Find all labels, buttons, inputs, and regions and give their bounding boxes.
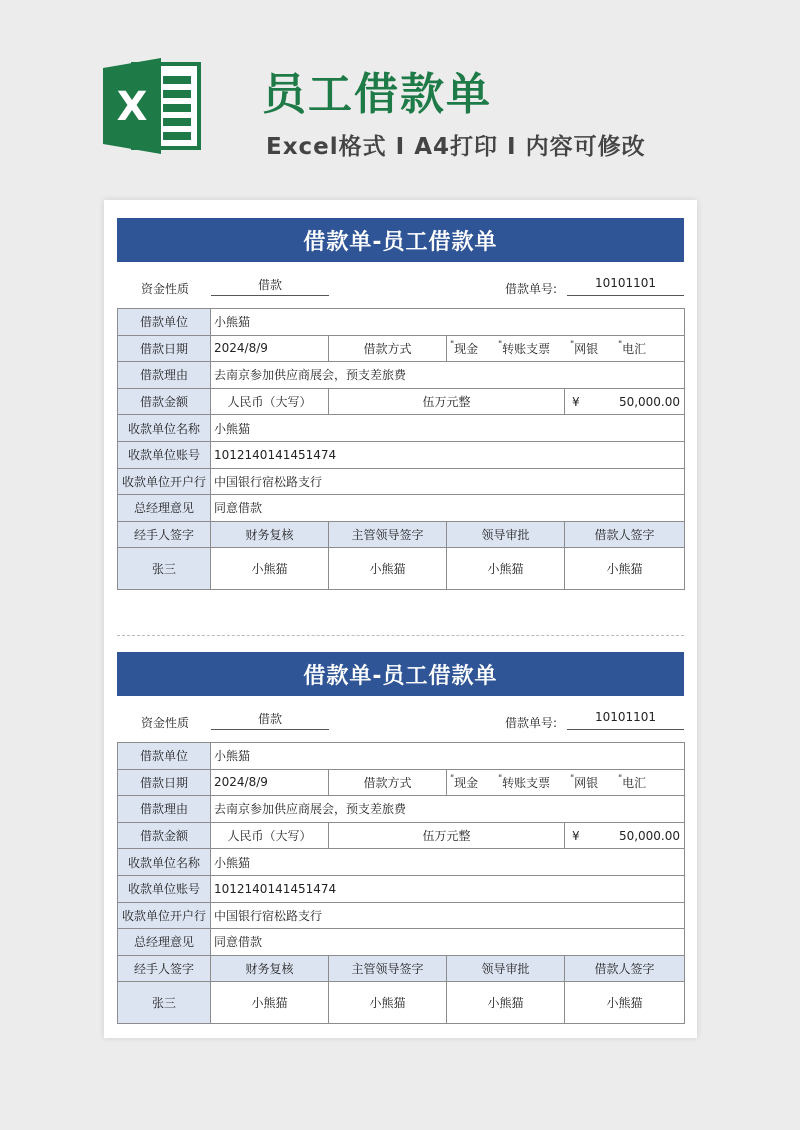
loan-number-label: 借款单号:: [505, 282, 558, 296]
loan-number-field[interactable]: 10101101: [567, 710, 684, 730]
loan-number-label: 借款单号:: [505, 716, 558, 730]
amount-currency-label: 人民币（大写）: [211, 388, 329, 415]
amount-in-words[interactable]: 伍万元整: [329, 822, 565, 849]
fund-nature-label: 资金性质: [141, 282, 190, 296]
method-option-label: 网银: [574, 341, 599, 356]
table-row: [118, 929, 685, 956]
method-option-label: 电汇: [622, 341, 647, 356]
payee-bank-value[interactable]: 中国银行宿松路支行: [211, 468, 685, 495]
payee-bank-label: 收款单位开户行: [118, 468, 211, 495]
loan-method-options: [447, 335, 685, 362]
sign-header-finance: 财务复核: [211, 521, 329, 548]
amount-value: 50,000.00: [618, 394, 681, 409]
page-header: [0, 0, 800, 190]
sign-supervisor-value[interactable]: 小熊猫: [329, 982, 447, 1024]
method-option-label: 转账支票: [502, 775, 551, 790]
table-row: [118, 822, 685, 849]
loan-form-2: [117, 652, 684, 1024]
checkbox-icon: ": [497, 773, 503, 784]
sign-header-finance: 财务复核: [211, 955, 329, 982]
method-option-label: 现金: [454, 775, 479, 790]
loan-unit-value[interactable]: 小熊猫: [211, 309, 685, 336]
cut-line-divider: [117, 635, 684, 636]
checkbox-icon: ": [569, 339, 575, 350]
sign-finance-value[interactable]: 小熊猫: [211, 982, 329, 1024]
sign-header-supervisor: 主管领导签字: [329, 521, 447, 548]
sign-borrower-value[interactable]: 小熊猫: [565, 548, 685, 590]
loan-reason-label: 借款理由: [118, 362, 211, 389]
loan-unit-label: 借款单位: [118, 309, 211, 336]
amount-in-words[interactable]: 伍万元整: [329, 388, 565, 415]
sign-header-borrower: 借款人签字: [565, 955, 685, 982]
gm-opinion-label: 总经理意见: [118, 929, 211, 956]
checkbox-icon: ": [617, 339, 623, 350]
table-row: [118, 521, 685, 548]
page-title: 员工借款单: [262, 69, 492, 120]
loan-date-value[interactable]: 2024/8/9: [211, 769, 329, 796]
fund-nature-label: 资金性质: [141, 716, 190, 730]
table-row: [118, 849, 685, 876]
amount-figures-cell[interactable]: [565, 822, 685, 849]
table-row: [118, 902, 685, 929]
table-row: [118, 955, 685, 982]
method-option-wire[interactable]: [618, 774, 646, 791]
method-option-cash[interactable]: [450, 340, 478, 357]
loan-date-label: 借款日期: [118, 769, 211, 796]
gm-opinion-label: 总经理意见: [118, 495, 211, 522]
page-subtitle: Excel格式 I A4打印 I 内容可修改: [266, 134, 646, 160]
loan-form-1: [117, 218, 684, 590]
table-row: [118, 441, 685, 468]
sign-supervisor-value[interactable]: 小熊猫: [329, 548, 447, 590]
loan-date-value[interactable]: 2024/8/9: [211, 335, 329, 362]
loan-form-table: [117, 308, 685, 590]
loan-unit-label: 借款单位: [118, 743, 211, 770]
loan-amount-label: 借款金额: [118, 388, 211, 415]
method-option-label: 转账支票: [502, 341, 551, 356]
sign-header-supervisor: 主管领导签字: [329, 955, 447, 982]
payee-name-value[interactable]: 小熊猫: [211, 415, 685, 442]
excel-logo-icon: [103, 58, 203, 154]
payee-name-label: 收款单位名称: [118, 849, 211, 876]
method-option-online-banking[interactable]: [570, 340, 598, 357]
checkbox-icon: ": [617, 773, 623, 784]
payee-account-label: 收款单位账号: [118, 875, 211, 902]
loan-form-table: [117, 742, 685, 1024]
loan-method-label: 借款方式: [329, 335, 447, 362]
form-info-row: [117, 262, 684, 308]
payee-account-label: 收款单位账号: [118, 441, 211, 468]
loan-amount-label: 借款金额: [118, 822, 211, 849]
sign-finance-value[interactable]: 小熊猫: [211, 548, 329, 590]
table-row: [118, 743, 685, 770]
sign-header-approval: 领导审批: [447, 955, 565, 982]
table-row: [118, 982, 685, 1024]
sign-handler-value[interactable]: 张三: [118, 548, 211, 590]
loan-method-options: [447, 769, 685, 796]
amount-figures-cell[interactable]: [565, 388, 685, 415]
amount-currency-label: 人民币（大写）: [211, 822, 329, 849]
checkbox-icon: ": [569, 773, 575, 784]
sign-header-handler: 经手人签字: [118, 521, 211, 548]
form-info-row: [117, 696, 684, 742]
method-option-label: 电汇: [622, 775, 647, 790]
sign-header-handler: 经手人签字: [118, 955, 211, 982]
checkbox-icon: ": [450, 773, 455, 784]
excel-logo-letter: X: [116, 84, 148, 130]
sign-handler-value[interactable]: 张三: [118, 982, 211, 1024]
payee-bank-label: 收款单位开户行: [118, 902, 211, 929]
table-row: [118, 875, 685, 902]
payee-name-value[interactable]: 小熊猫: [211, 849, 685, 876]
table-row: [118, 388, 685, 415]
fund-nature-field[interactable]: 借款: [211, 710, 329, 730]
amount-value: 50,000.00: [618, 828, 681, 843]
yuan-symbol: ¥: [572, 394, 580, 409]
loan-reason-value[interactable]: 去南京参加供应商展会，预支差旅费: [211, 796, 685, 823]
method-option-cash[interactable]: [450, 774, 478, 791]
yuan-symbol: ¥: [572, 828, 580, 843]
table-row: [118, 362, 685, 389]
loan-unit-value[interactable]: 小熊猫: [211, 743, 685, 770]
table-row: [118, 415, 685, 442]
table-row: [118, 309, 685, 336]
gm-opinion-value[interactable]: 同意借款: [211, 495, 685, 522]
table-row: [118, 335, 685, 362]
fund-nature-field[interactable]: 借款: [211, 276, 329, 296]
method-option-online-banking[interactable]: [570, 774, 598, 791]
loan-date-label: 借款日期: [118, 335, 211, 362]
sign-borrower-value[interactable]: 小熊猫: [565, 982, 685, 1024]
method-option-wire[interactable]: [618, 340, 646, 357]
method-option-label: 网银: [574, 775, 599, 790]
method-option-label: 现金: [454, 341, 479, 356]
loan-reason-label: 借款理由: [118, 796, 211, 823]
payee-account-value[interactable]: 1012140141451474: [211, 875, 685, 902]
payee-account-value[interactable]: 1012140141451474: [211, 441, 685, 468]
checkbox-icon: ": [497, 339, 503, 350]
table-row: [118, 468, 685, 495]
loan-reason-value[interactable]: 去南京参加供应商展会，预支差旅费: [211, 362, 685, 389]
form-banner: 借款单-员工借款单: [117, 652, 684, 696]
table-row: [118, 495, 685, 522]
loan-method-label: 借款方式: [329, 769, 447, 796]
gm-opinion-value[interactable]: 同意借款: [211, 929, 685, 956]
method-option-transfer-check[interactable]: [498, 774, 550, 791]
loan-number-field[interactable]: 10101101: [567, 276, 684, 296]
table-row: [118, 548, 685, 590]
sign-header-borrower: 借款人签字: [565, 521, 685, 548]
method-option-transfer-check[interactable]: [498, 340, 550, 357]
payee-bank-value[interactable]: 中国银行宿松路支行: [211, 902, 685, 929]
sign-approval-value[interactable]: 小熊猫: [447, 548, 565, 590]
payee-name-label: 收款单位名称: [118, 415, 211, 442]
form-banner: 借款单-员工借款单: [117, 218, 684, 262]
table-row: [118, 769, 685, 796]
table-row: [118, 796, 685, 823]
checkbox-icon: ": [450, 339, 455, 350]
sign-header-approval: 领导审批: [447, 521, 565, 548]
sign-approval-value[interactable]: 小熊猫: [447, 982, 565, 1024]
